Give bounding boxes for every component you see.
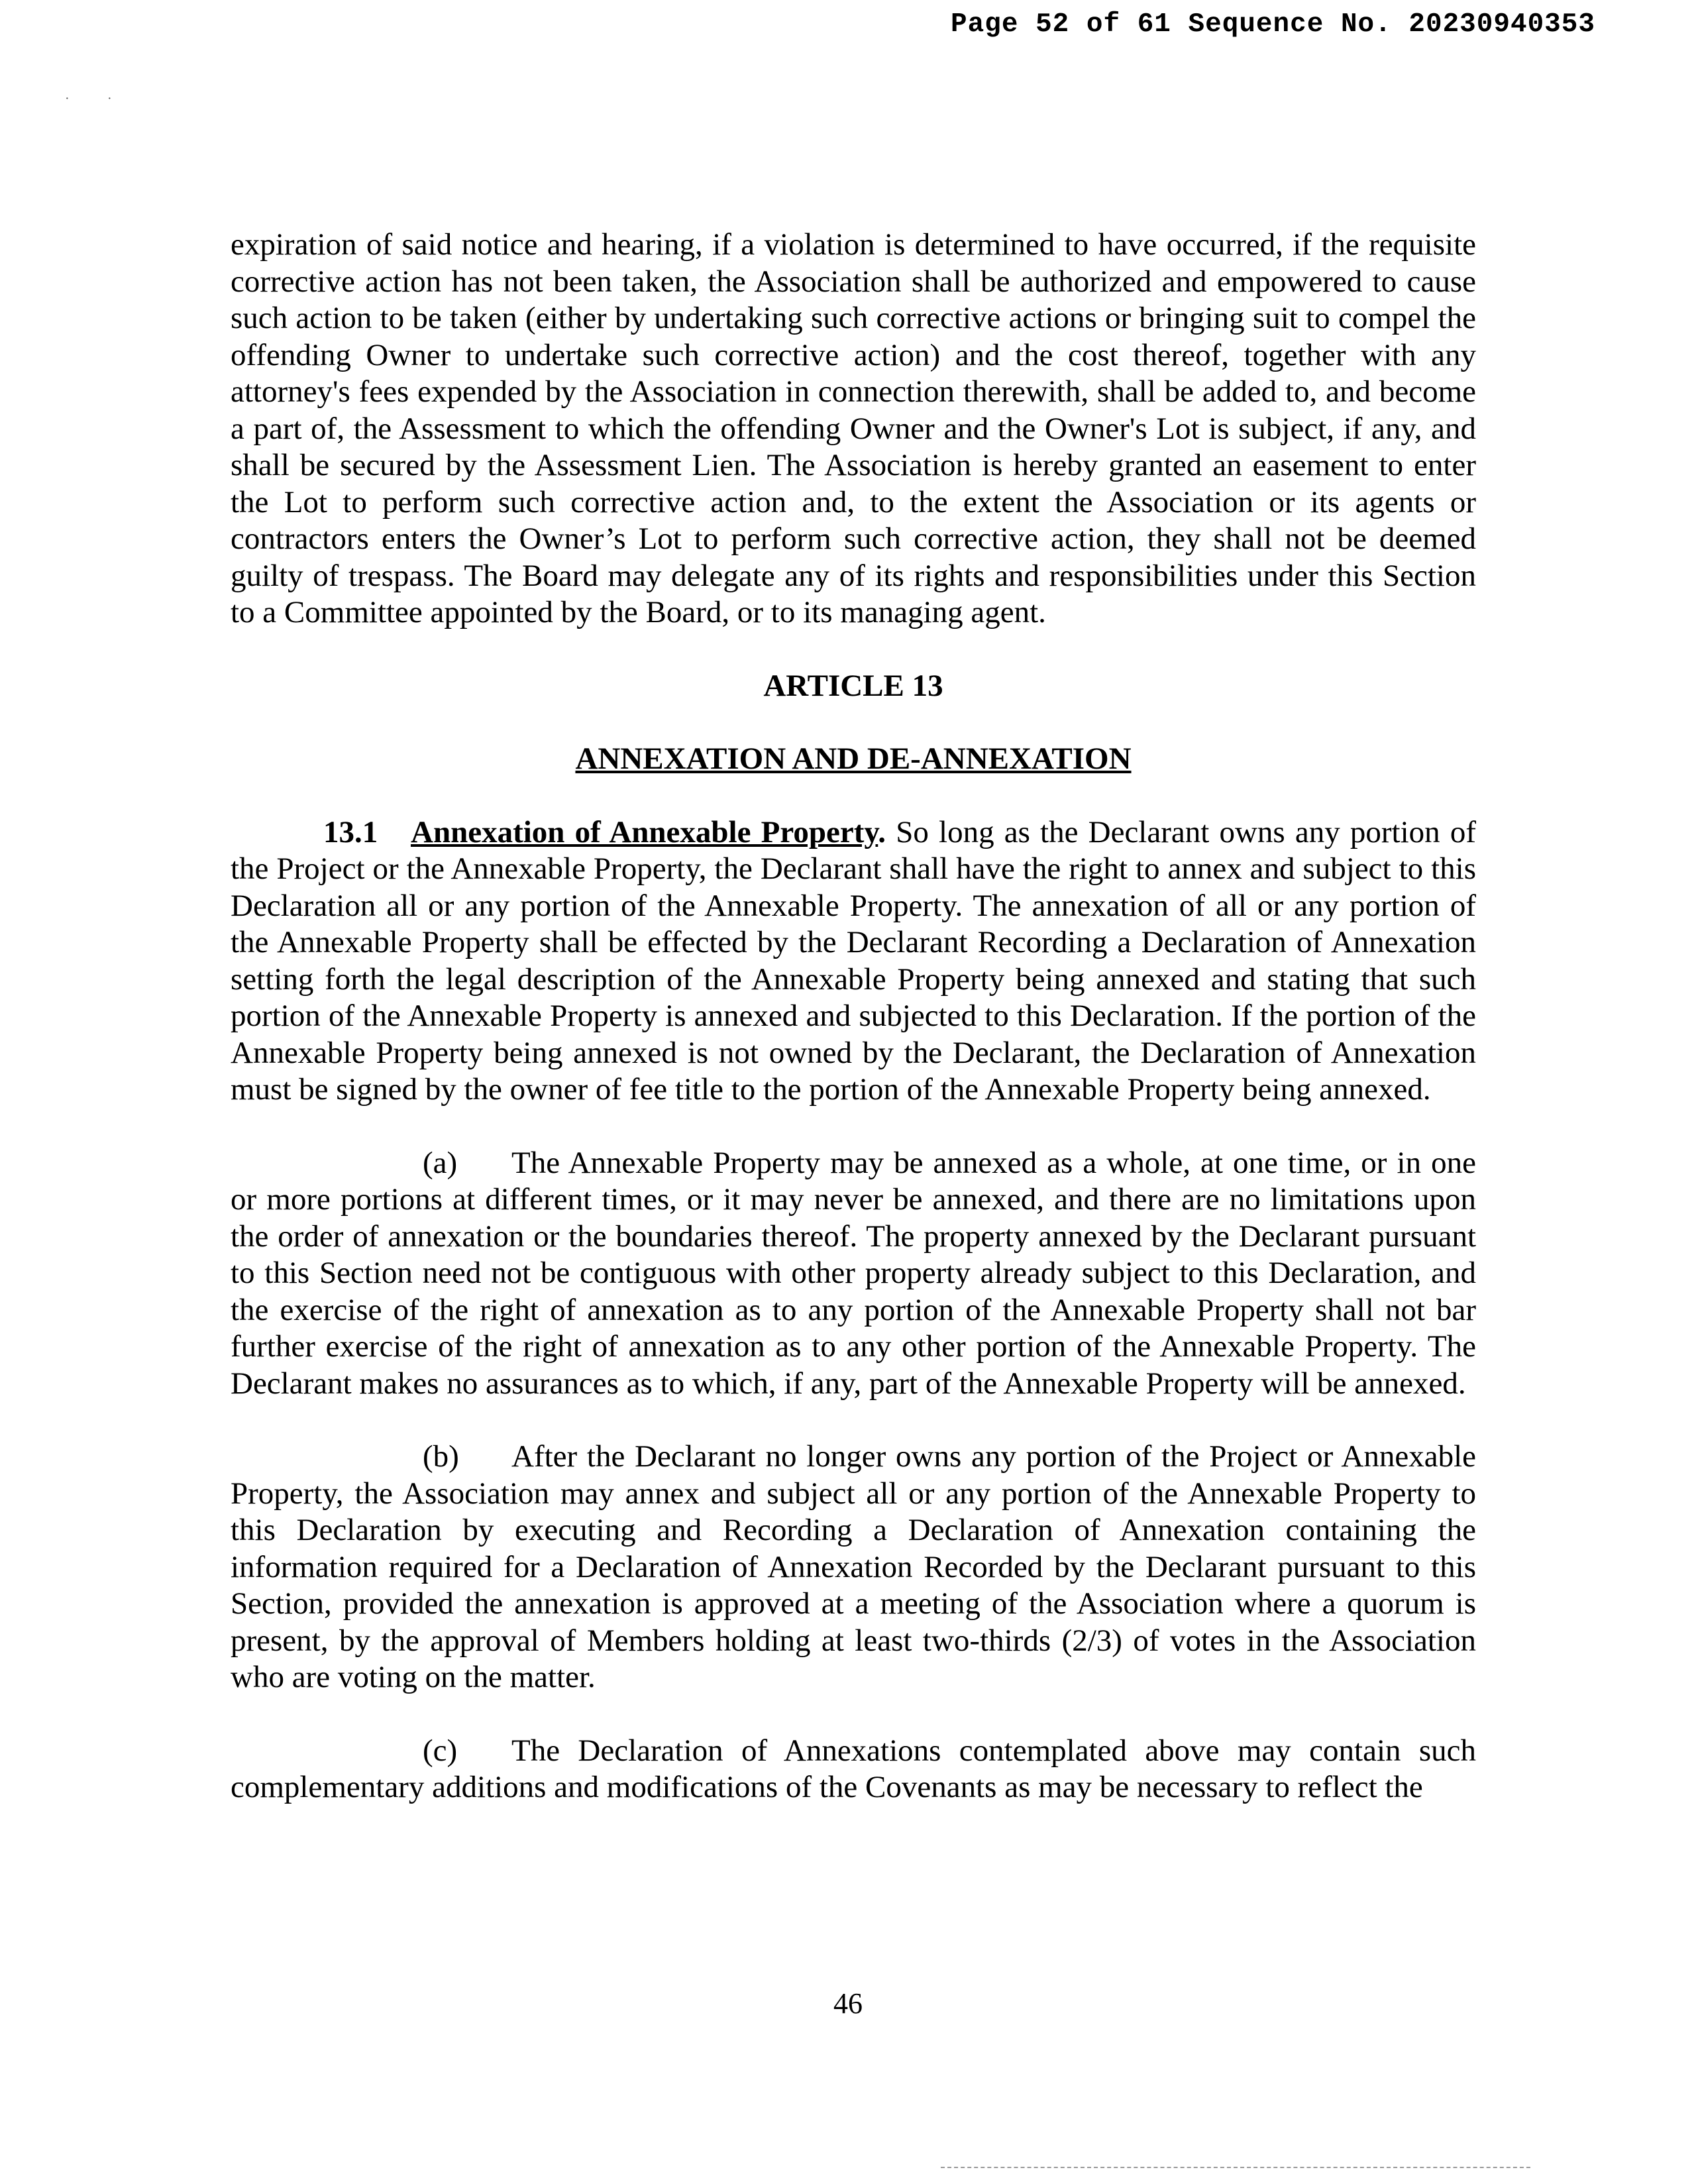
subsection-text: After the Declarant no longer owns any portion of the Project or Annexable Property, the Association may annex and subject all or any portion of the Annexable Property to this Declaration by executing and Recording a Declaration of Annexation containing the information required for a Declaration of Annexation Recorded by the Declarant pursuant to this Section, provided the annexation is approved at a meeting of the Association where a quorum is present, by the approval of Members holding at least two-thirds (2/3) of votes in the Association who are voting on the matter. xyxy=(231,1439,1476,1694)
scan-specks: · · xyxy=(65,91,112,106)
continuation-paragraph: expiration of said notice and hearing, if a violation is determined to have occurred, if the requisite corrective action has not been taken, the Association shall be authorized and empowered to cause such action to be taken (either by undertaking such corrective actions or bringing suit to compel the offending Owner to undertake such corrective action) and the cost thereof, together with any attorney's fees expended by the Association in connection therewith, shall be added to, and become a part of, the Assessment to which the offending Owner and the Owner's Lot is subject, if any, and shall be secured by the Assessment Lien. The Association is hereby granted an easement to enter the Lot to perform such corrective action and, to the extent the Association or its agents or contractors enters the Owner’s Lot to perform such corrective action, they shall not be deemed guilty of trespass. The Board may delegate any of its rights and responsibilities under this Section to a Committee appointed by the Board, or to its managing agent. xyxy=(231,227,1476,629)
section-text: So long as the Declarant owns any portion of the Project or the Annexable Property, the Declarant shall have the right to annex and subject to this Declaration all or any portion of the Annexable Property. The annexation of all or any portion of the Annexable Property shall be effected by the Declarant Recording a Declaration of Annexation setting forth the legal description of the Annexable Property being annexed and stating that such portion of the Annexable Property is annexed and subjected to this Declaration. If the portion of the Annexable Property being annexed is not owned by the Declarant, the Declaration of Annexation must be signed by the owner of fee title to the portion of the Annexable Property being annexed. xyxy=(231,814,1476,1107)
page-number: 46 xyxy=(833,1987,863,2020)
document-body xyxy=(231,227,1476,1806)
subsection-text: The Annexable Property may be annexed as a whole, at one time, or in one or more portions at different times, or it may never be annexed, and there are no limitations upon the order of annexation or the boundaries thereof. The property annexed by the Declarant pursuant to this Section need not be contiguous with other property already subject to this Declaration, and the exercise of the right of annexation as to any portion of the Annexable Property shall not bar further exercise of the right of annexation as to any other portion of the Annexable Property. The Declarant makes no assurances as to which, if any, part of the Annexable Property will be annexed. xyxy=(231,1145,1476,1401)
page-header: Page 52 of 61 Sequence No. 20230940353 xyxy=(951,9,1595,40)
section-title: Annexation of Annexable Property xyxy=(411,814,878,849)
subsection-label: (c) xyxy=(423,1733,458,1768)
subsection-c xyxy=(231,1733,1476,1806)
article-title: ANNEXATION AND DE-ANNEXATION xyxy=(575,741,1132,776)
section-title-period: . xyxy=(878,814,886,849)
subsection-b xyxy=(231,1439,1476,1696)
scan-artifact-line xyxy=(941,2167,1530,2170)
subsection-label: (b) xyxy=(423,1439,459,1474)
section-13-1 xyxy=(231,814,1476,1109)
subsection-label: (a) xyxy=(423,1145,458,1180)
article-number: ARTICLE 13 xyxy=(763,668,943,703)
subsection-text: The Declaration of Annexations contemplated above may contain such complementary additions and modifications of the Covenants as may be necessary to reflect the xyxy=(231,1733,1476,1804)
subsection-a xyxy=(231,1145,1476,1403)
section-number: 13.1 xyxy=(323,814,378,849)
